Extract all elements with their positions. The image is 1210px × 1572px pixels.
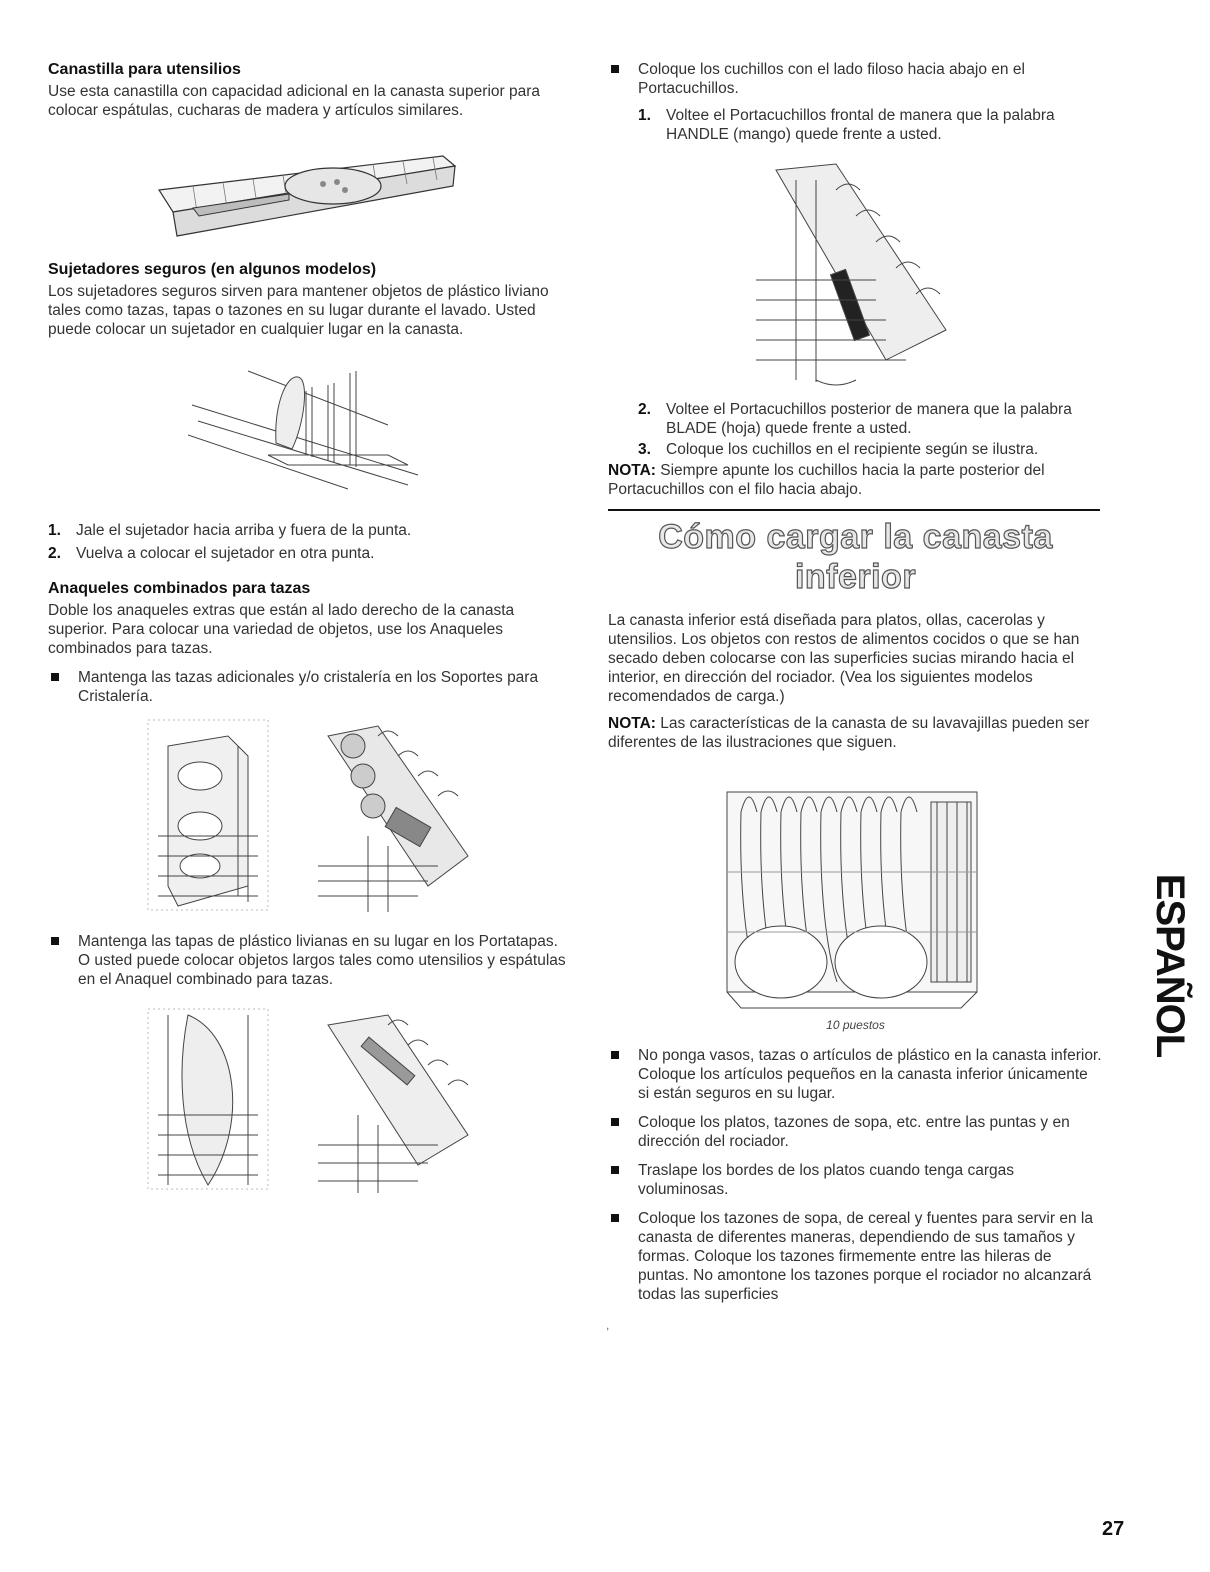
note-knives: NOTA: Siempre apunte los cuchillos hacia la parte posterior del Portacuchillos con el filo hacia abajo. bbox=[608, 462, 1045, 498]
bullet-item: Coloque los platos, tazones de sopa, etc. entre las puntas y en dirección del rociador. bbox=[608, 1113, 1103, 1151]
cup-shelf-figures bbox=[48, 716, 568, 916]
note-basket-features: NOTA: Las características de la canasta de su lavavajillas pueden ser diferentes de las ilustraciones que siguen. bbox=[608, 715, 1090, 751]
page-number: 27 bbox=[1102, 1518, 1125, 1540]
cup-shelf-glassware-illustration bbox=[138, 716, 278, 916]
section-title-secure-holders: Sujetadores seguros (en algunos modelos) bbox=[48, 261, 377, 278]
secure-holder-illustration bbox=[188, 365, 428, 495]
section-body-cup-shelves: Doble los anaqueles extras que están al lado derecho de la canasta superior. Para colocar una variedad de objetos, use los Anaqueles combinados para tazas. bbox=[48, 602, 515, 657]
knife-holder-illustration bbox=[756, 160, 956, 390]
step-item: 1. Jale el sujetador hacia arriba y fuera de la punta. bbox=[48, 522, 412, 539]
cup-shelf-lids-illustration bbox=[318, 716, 478, 916]
right-column bbox=[608, 60, 1103, 1304]
bullet-item: Traslape los bordes de los platos cuando tenga cargas voluminosas. bbox=[608, 1161, 1103, 1199]
utensil-basket-illustration bbox=[153, 142, 463, 242]
figure-caption: 10 puestos bbox=[826, 1018, 885, 1032]
bullet-item: No ponga vasos, tazas o artículos de plástico en la canasta inferior. Coloque los artículos pequeños en la canasta inferior únicamente si están seguros en su lugar. bbox=[608, 1046, 1103, 1103]
section-title-cup-shelves: Anaqueles combinados para tazas bbox=[48, 580, 311, 597]
lid-holder-illustration bbox=[138, 1005, 278, 1195]
bullet-item: Coloque los tazones de sopa, de cereal y fuentes para servir en la canasta de diferentes maneras, dependiendo de sus tamaños y formas. Coloque los tazones firmemente entre las hileras de puntas. No amontone los tazones porque el rociador no alcanzará todas las superficies bbox=[608, 1209, 1103, 1304]
lid-holder-figures bbox=[48, 1005, 568, 1195]
section-body-secure-holders: Los sujetadores seguros sirven para mantener objetos de plástico liviano tales como tazas, tapas o tazones en su lugar durante el lavado. Usted puede colocar un sujetador en cualquier lugar en la canasta. bbox=[48, 283, 549, 338]
bullet-item: Mantenga las tazas adicionales y/o cristalería en los Soportes para Cristalería. bbox=[48, 668, 568, 706]
left-column bbox=[48, 60, 568, 1195]
section-body-utensil-basket: Use esta canastilla con capacidad adicional en la canasta superior para colocar espátulas, cucharas de madera y artículos similares. bbox=[48, 83, 540, 119]
section-title-utensil-basket: Canastilla para utensilios bbox=[48, 61, 241, 78]
lower-basket-illustration bbox=[721, 772, 991, 1012]
stray-mark: , bbox=[606, 1318, 610, 1332]
bullet-item: Mantenga las tapas de plástico livianas en su lugar en los Portatapas. O usted puede colocar objetos largos tales como utensilios y espátulas en el Anaquel combinado para tazas. bbox=[48, 932, 568, 989]
step-item: 1. Voltee el Portacuchillos frontal de manera que la palabra HANDLE (mango) quede frente a usted. bbox=[638, 107, 1055, 143]
step-item: 3. Coloque los cuchillos en el recipiente según se ilustra. bbox=[638, 441, 1039, 458]
combined-shelf-utensils-illustration bbox=[318, 1005, 478, 1195]
bullet-item: Coloque los cuchillos con el lado filoso hacia abajo en el Portacuchillos. bbox=[608, 60, 1103, 98]
step-item: 2. Voltee el Portacuchillos posterior de manera que la palabra BLADE (hoja) quede frente a usted. bbox=[638, 401, 1072, 437]
section-divider bbox=[608, 509, 1100, 511]
intro-lower-basket: La canasta inferior está diseñada para platos, ollas, cacerolas y utensilios. Los objetos con restos de alimentos cocidos o que se han secado deben colocarse con las superficies sucias mirando hacia el interior, en dirección del rociador. (Vea los siguientes modelos recomendados de carga.) bbox=[608, 612, 1080, 705]
section-heading-lower-basket: Cómo cargar la canasta inferior bbox=[658, 518, 1053, 596]
language-side-tab: ESPAÑOL bbox=[1148, 873, 1193, 1057]
step-item: 2. Vuelva a colocar el sujetador en otra punta. bbox=[48, 545, 375, 562]
